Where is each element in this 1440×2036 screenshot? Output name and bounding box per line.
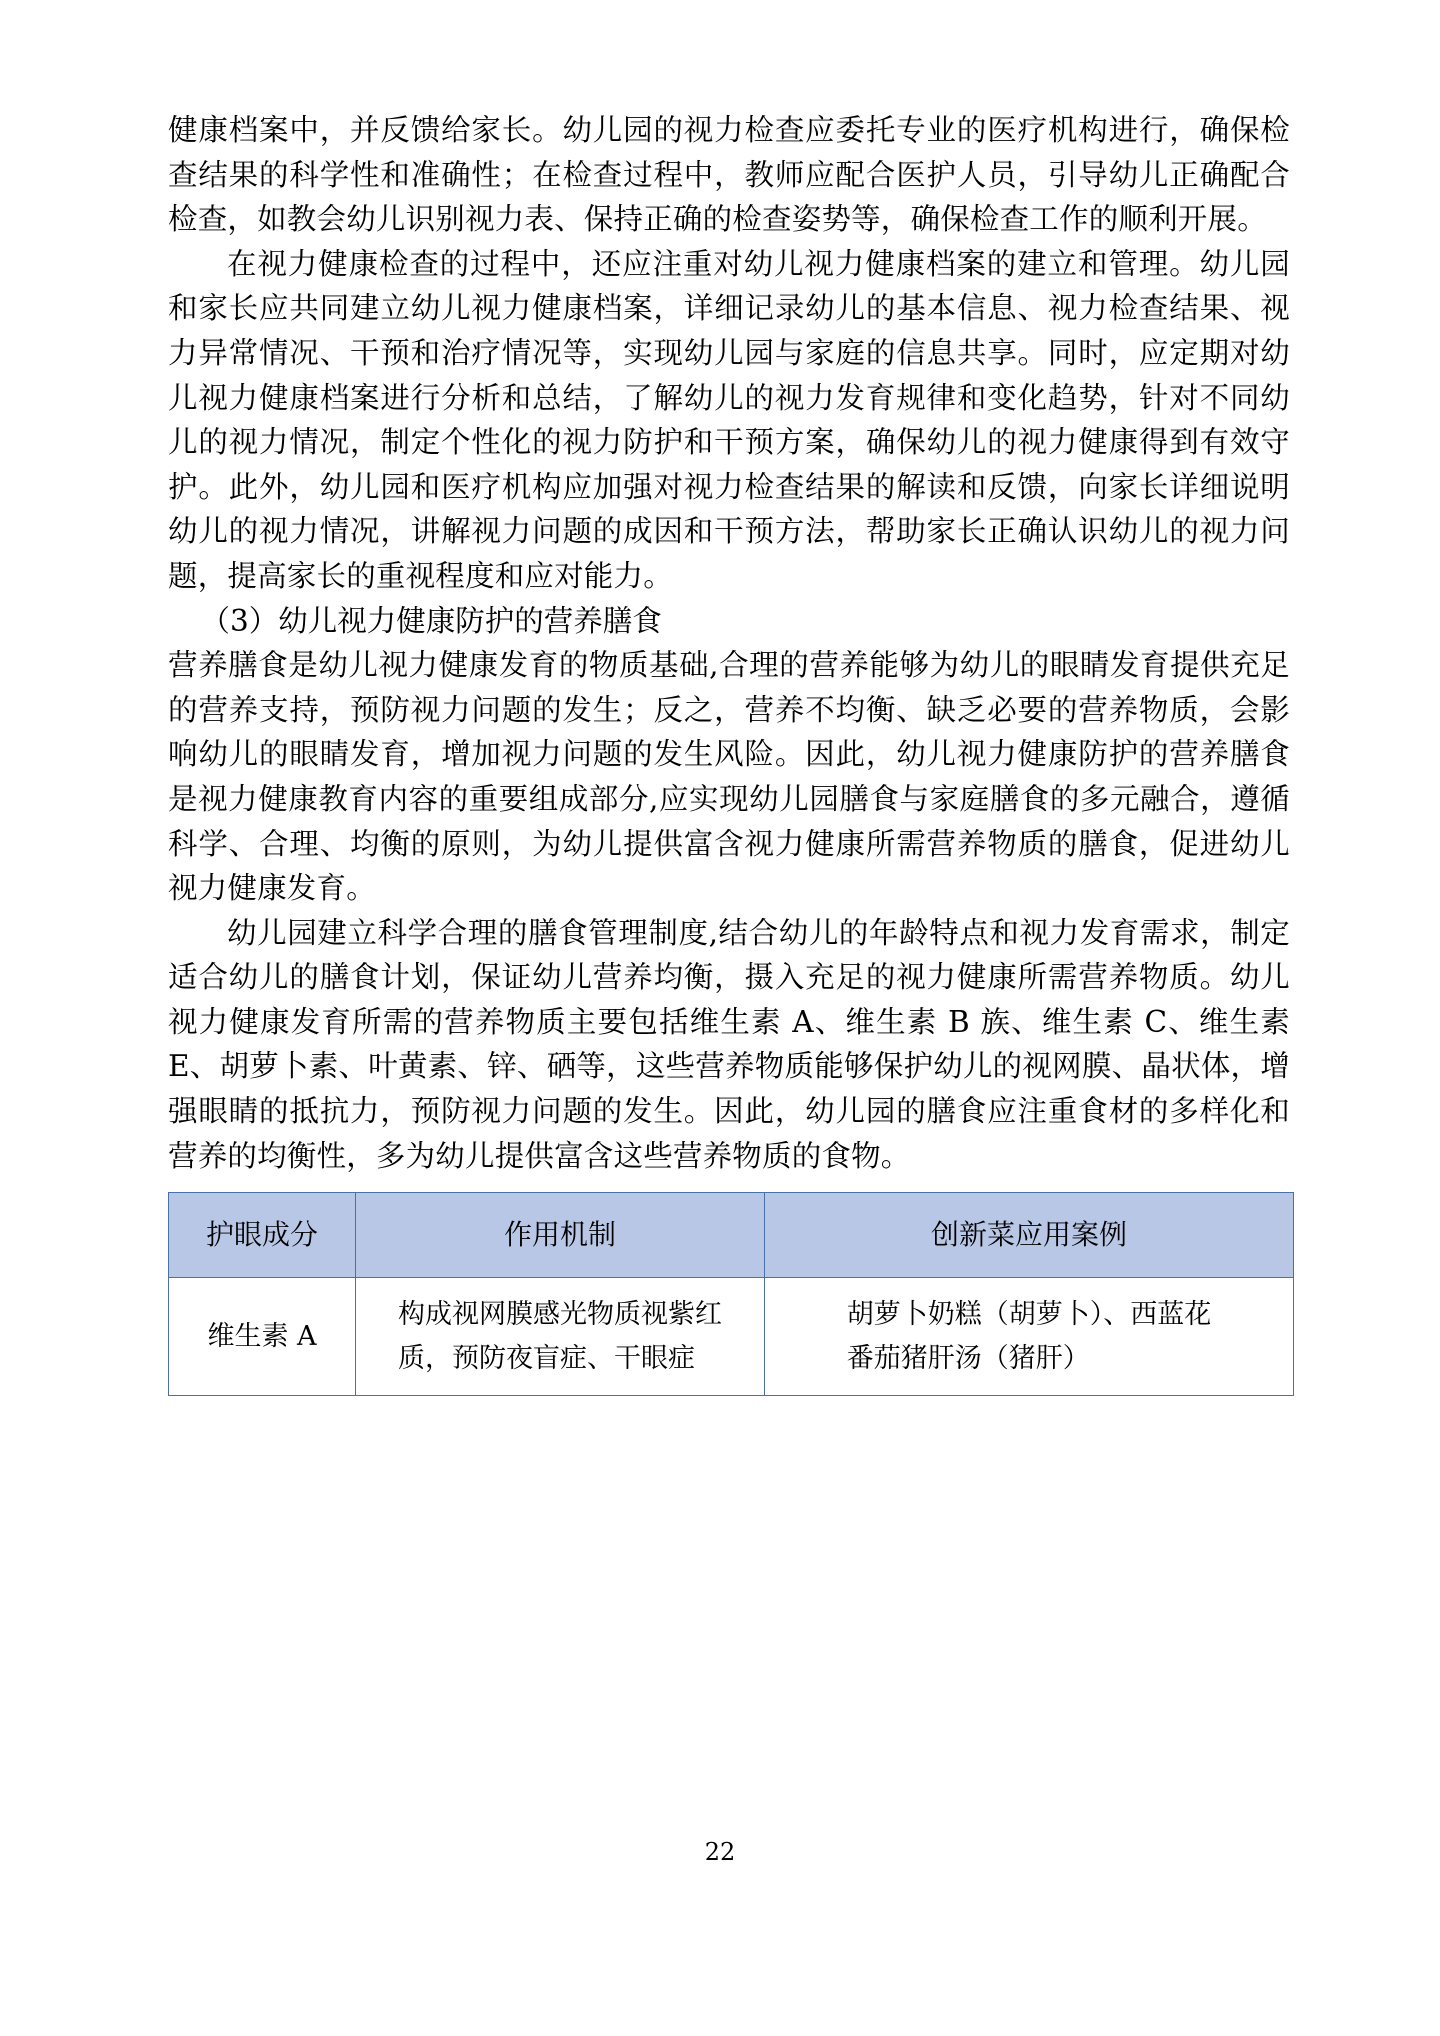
example-line-1: 胡萝卜奶糕（胡萝卜）、西蓝花: [846, 1298, 1212, 1330]
paragraph-1: 健康档案中，并反馈给家长。幼儿园的视力检查应委托专业的医疗机构进行，确保检查结果的科学性和准确性；在检查过程中，教师应配合医护人员，引导幼儿正确配合检查，如教会幼儿识别视力表、保持正确的检查姿势等，确保检查工作的顺利开展。: [168, 113, 1290, 237]
table-cell-mechanism-text: [398, 1293, 722, 1381]
mechanism-line-1: 构成视网膜感光物质视紫红: [398, 1298, 722, 1330]
table-body: [169, 1278, 1294, 1396]
paragraph-3: 营养膳食是幼儿视力健康发育的物质基础,合理的营养能够为幼儿的眼睛发育提供充足的营养支持，预防视力问题的发生；反之，营养不均衡、缺乏必要的营养物质，会影响幼儿的眼睛发育，增加视力问题的发生风险。因此，幼儿视力健康防护的营养膳食是视力健康教育内容的重要组成部分,应实现幼儿园膳食与家庭膳食的多元融合，遵循科学、合理、均衡的原则，为幼儿提供富含视力健康所需营养物质的膳食，促进幼儿视力健康发育。: [168, 648, 1290, 906]
table-row: [169, 1278, 1294, 1396]
mechanism-line-2: 质，预防夜盲症、干眼症: [398, 1342, 695, 1374]
table-cell-example-text: [847, 1293, 1212, 1381]
table-header-row: [169, 1193, 1294, 1278]
subheading-nutrition: （3）幼儿视力健康防护的营养膳食: [200, 603, 662, 638]
paragraph-4: 幼儿园建立科学合理的膳食管理制度,结合幼儿的年龄特点和视力发育需求，制定适合幼儿的膳食计划，保证幼儿营养均衡，摄入充足的视力健康所需营养物质。幼儿视力健康发育所需的营养物质主要包括维生素 A、维生素 B 族、维生素 C、维生素 E、胡萝卜素、叶黄素、锌、硒等，这些营养物质能够保护幼儿的视网膜、晶状体，增强眼睛的抵抗力，预防视力问题的发生。因此，幼儿园的膳食应注重食材的多样化和营养的均衡性，多为幼儿提供富含这些营养物质的食物。: [168, 915, 1290, 1173]
table-cell-example: [765, 1278, 1294, 1396]
page-content: [168, 108, 1290, 1396]
nutrient-table: [168, 1192, 1294, 1396]
example-line-2: 番茄猪肝汤（猪肝）: [846, 1342, 1090, 1374]
table-cell-mechanism: [356, 1278, 765, 1396]
paragraph-2: 在视力健康检查的过程中，还应注重对幼儿视力健康档案的建立和管理。幼儿园和家长应共同建立幼儿视力健康档案，详细记录幼儿的基本信息、视力检查结果、视力异常情况、干预和治疗情况等，实现幼儿园与家庭的信息共享。同时，应定期对幼儿视力健康档案进行分析和总结，了解幼儿的视力发育规律和变化趋势，针对不同幼儿的视力情况，制定个性化的视力防护和干预方案，确保幼儿的视力健康得到有效守护。此外，幼儿园和医疗机构应加强对视力检查结果的解读和反馈，向家长详细说明幼儿的视力情况，讲解视力问题的成因和干预方法，帮助家长正确认识幼儿的视力问题，提高家长的重视程度和应对能力。: [168, 246, 1290, 593]
table-header-mechanism: 作用机制: [356, 1193, 765, 1278]
page-number: 22: [704, 1838, 736, 1866]
table-header-example: 创新菜应用案例: [765, 1193, 1294, 1278]
table-header: [169, 1193, 1294, 1278]
table-header-component: 护眼成分: [169, 1193, 356, 1278]
table-cell-component: 维生素 A: [169, 1278, 356, 1396]
